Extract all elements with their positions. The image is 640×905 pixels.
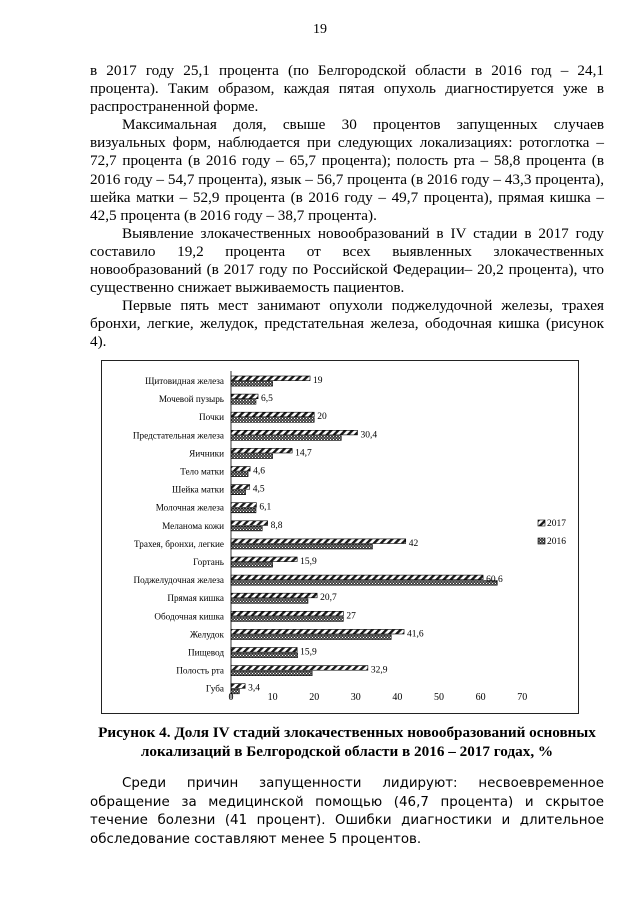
paragraph-1: в 2017 году 25,1 процента (по Белгородской области в 2016 год – 24,1 процента). Таким образом, каждая пятая опухоль диагностируется уже в распространенной форме. [90,62,604,116]
value-label-2017: 8,8 [270,520,283,531]
category-label: Молочная железа [155,502,224,513]
paragraph-2: Максимальная доля, свыше 30 процентов запущенных случаев визуальных форм, наблюдается при следующих локализациях: ротоглотка – 72,7 процента (в 2016 году – 65,7 процента); полость рта – 58,8 процента (в 2016 году – 54,7 процента), язык – 56,7 процента (в 2016 году – 43,3 процента), шейка матки – 52,9 процента (в 2016 году – 49,7 процента), прямая кишка – 42,5 процента (в 2016 году – 38,7 процента). [90,116,604,224]
category-label: Гортань [193,557,224,567]
page-number: 19 [313,22,327,37]
category-label: Желудок [189,629,224,640]
legend-swatch-2017 [538,520,545,526]
bar-2017 [231,539,406,544]
value-label-2017: 14,7 [295,448,312,459]
value-label-2017: 6,1 [259,502,272,513]
bar-2017 [231,575,483,580]
bar-2016 [231,490,246,495]
category-label: Меланома кожи [162,520,224,531]
value-label-2017: 41,6 [407,629,424,640]
category-label: Предстательная железа [132,430,224,441]
bar-2017 [231,666,368,671]
bar-2017 [231,485,250,490]
legend-swatch-2016 [538,538,545,544]
bar-2016 [231,454,273,459]
x-tick-label: 0 [228,692,234,703]
x-tick-label: 30 [350,692,361,703]
paragraph-3: Выявление злокачественных новообразований в IV стадии в 2017 году составило 19,2 процента от всех выявленных злокачественных новообразований (в 2017 году по Российской Федерации– 20,2 процента), что существенно снижает выживаемость пациентов. [90,224,604,297]
bar-2016 [231,671,312,676]
bar-2016 [231,400,256,405]
bar-2016 [231,418,314,423]
bar-2017 [231,394,258,399]
value-label-2017: 4,5 [252,484,265,495]
body-text [90,62,604,352]
bar-2016 [231,382,273,387]
bar-2017 [231,448,292,453]
bar-2017 [231,593,317,598]
bar-2017 [231,629,404,634]
bar-2016 [231,653,298,658]
value-label-2017: 4,6 [253,466,266,477]
bar-2017 [231,521,268,526]
bar-2016 [231,544,372,549]
bar-2017 [231,467,250,472]
x-tick-label: 60 [475,692,486,703]
category-label: Трахея, бронхи, легкие [134,538,224,549]
bar-2017 [231,503,256,508]
paragraph-4: Первые пять мест занимают опухоли поджелудочной железы, трахея бронхи, легкие, желудок, предстательная железа, ободочная кишка (рисунок 4). [90,297,604,351]
x-tick-label: 50 [434,692,444,703]
category-label: Поджелудочная железа [133,575,224,586]
bar-2016 [231,563,273,568]
bar-2016 [231,635,391,640]
x-tick-label: 70 [517,692,528,703]
category-label: Прямая кишка [167,593,224,604]
bar-2017 [231,557,297,562]
category-label: Ободочная кишка [154,611,224,622]
x-tick-label: 20 [309,692,320,703]
value-label-2017: 20 [317,412,327,423]
x-tick-label: 40 [392,692,403,703]
bar-2017 [231,412,314,417]
value-label-2017: 60,6 [486,575,503,586]
figure-caption: Рисунок 4. Доля IV стадий злокачественных новообразований основных локализаций в Белгородской области в 2016 – 2017 годах, % [98,724,596,760]
value-label-2017: 20,7 [320,593,337,604]
bar-2016 [231,508,256,513]
value-label-2017: 42 [408,538,419,549]
category-label: Шейка матки [172,484,224,495]
category-label: Яичники [189,448,224,459]
value-label-2017: 30,4 [360,430,378,441]
category-label: Губа [205,683,224,694]
bar-2016 [231,599,308,604]
bar-2016 [231,436,341,441]
value-label-2017: 15,9 [300,647,317,658]
bar-2017 [231,376,310,381]
bar-2017 [231,430,357,435]
category-label: Тело матки [180,466,224,477]
bar-2016 [231,526,262,531]
value-label-2017: 15,9 [300,557,317,567]
value-label-2017: 3,4 [248,683,261,694]
category-label: Мочевой пузырь [158,394,224,405]
closing-text [90,775,604,849]
bar-2016 [231,581,497,586]
bar-2017 [231,611,343,616]
bar-2017 [231,648,297,653]
value-label-2017: 27 [346,611,356,622]
chart-frame [101,360,579,714]
legend-label-2017: 2017 [547,519,566,529]
legend-label-2016: 2016 [547,537,566,547]
category-label: Щитовидная железа [145,376,224,386]
bar-2016 [231,472,248,477]
value-label-2017: 6,5 [261,394,273,405]
category-label: Почки [199,412,224,423]
x-tick-label: 10 [267,692,278,703]
bar-chart [102,361,578,713]
closing-paragraph: Среди причин запущенности лидируют: несвоевременное обращение за медицинской помощью (46,7 процента) и скрытое течение болезни (41 процент). Ошибки диагностики и длительное обследование составляют менее 5 процентов. [90,776,604,847]
bar-2016 [231,617,343,622]
value-label-2017: 32,9 [370,665,388,676]
category-label: Полость рта [176,665,224,676]
value-label-2017: 19 [313,376,323,386]
bar-2017 [231,684,245,689]
category-label: Пищевод [188,647,224,658]
